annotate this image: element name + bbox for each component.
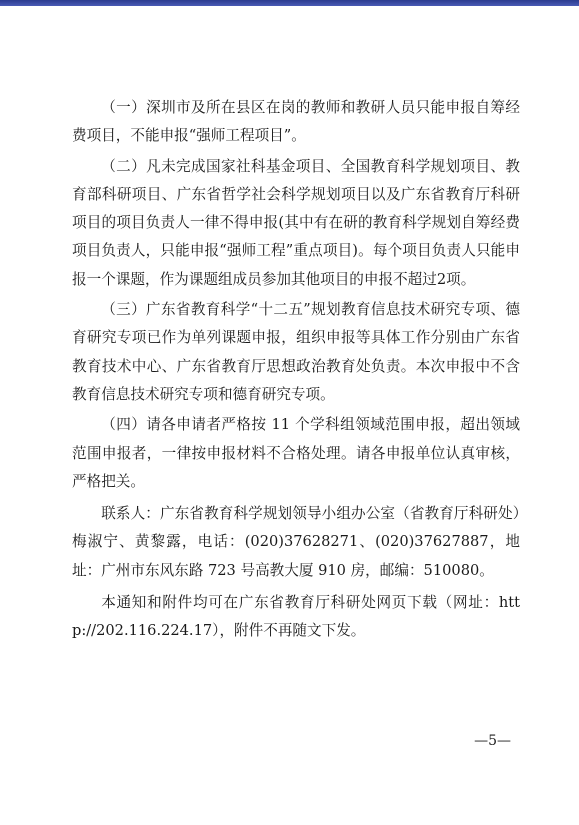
document-body <box>72 94 520 648</box>
paragraph-1: （一）深圳市及所在县区在岗的教师和教研人员只能申报自筹经费项目，不能申报“强师工程项目”。 <box>72 99 520 145</box>
download-note-paragraph: 本通知和附件均可在广东省教育厅科研处网页下载（网址：http://202.116.224.17），附件不再随文下发。 <box>72 594 520 640</box>
viewer-top-bar <box>0 0 579 6</box>
page-number: —5— <box>474 733 511 749</box>
contact-paragraph: 联系人：广东省教育科学规划领导小组办公室（省教育厅科研处）梅淑宁、黄黎露，电话：(020)37628271、(020)37627887，地址：广州市东风东路 723 号高教大厦 910 房，邮编：510080。 <box>72 505 520 579</box>
paragraph-4: （四）请各申请者严格按 11 个学科组领域范围申报，超出领域范围申报者，一律按申报材料不合格处理。请各申报单位认真审核，严格把关。 <box>72 416 520 490</box>
paragraph-3: （三）广东省教育科学“十二五”规划教育信息技术研究专项、德育研究专项已作为单列课题申报，组织申报等具体工作分别由广东省教育技术中心、广东省教育厅思想政治教育处负责。本次申报中不含教育信息技术研究专项和德育研究专项。 <box>72 301 520 403</box>
paragraph-2: （二）凡未完成国家社科基金项目、全国教育科学规划项目、教育部科研项目、广东省哲学社会科学规划项目以及广东省教育厅科研项目的项目负责人一律不得申报(其中有在研的教育科学规划自筹经费项目负责人，只能申报“强师工程”重点项目)。每个项目负责人只能申报一个课题，作为课题组成员参加其他项目的申报不超过2项。 <box>72 157 520 288</box>
